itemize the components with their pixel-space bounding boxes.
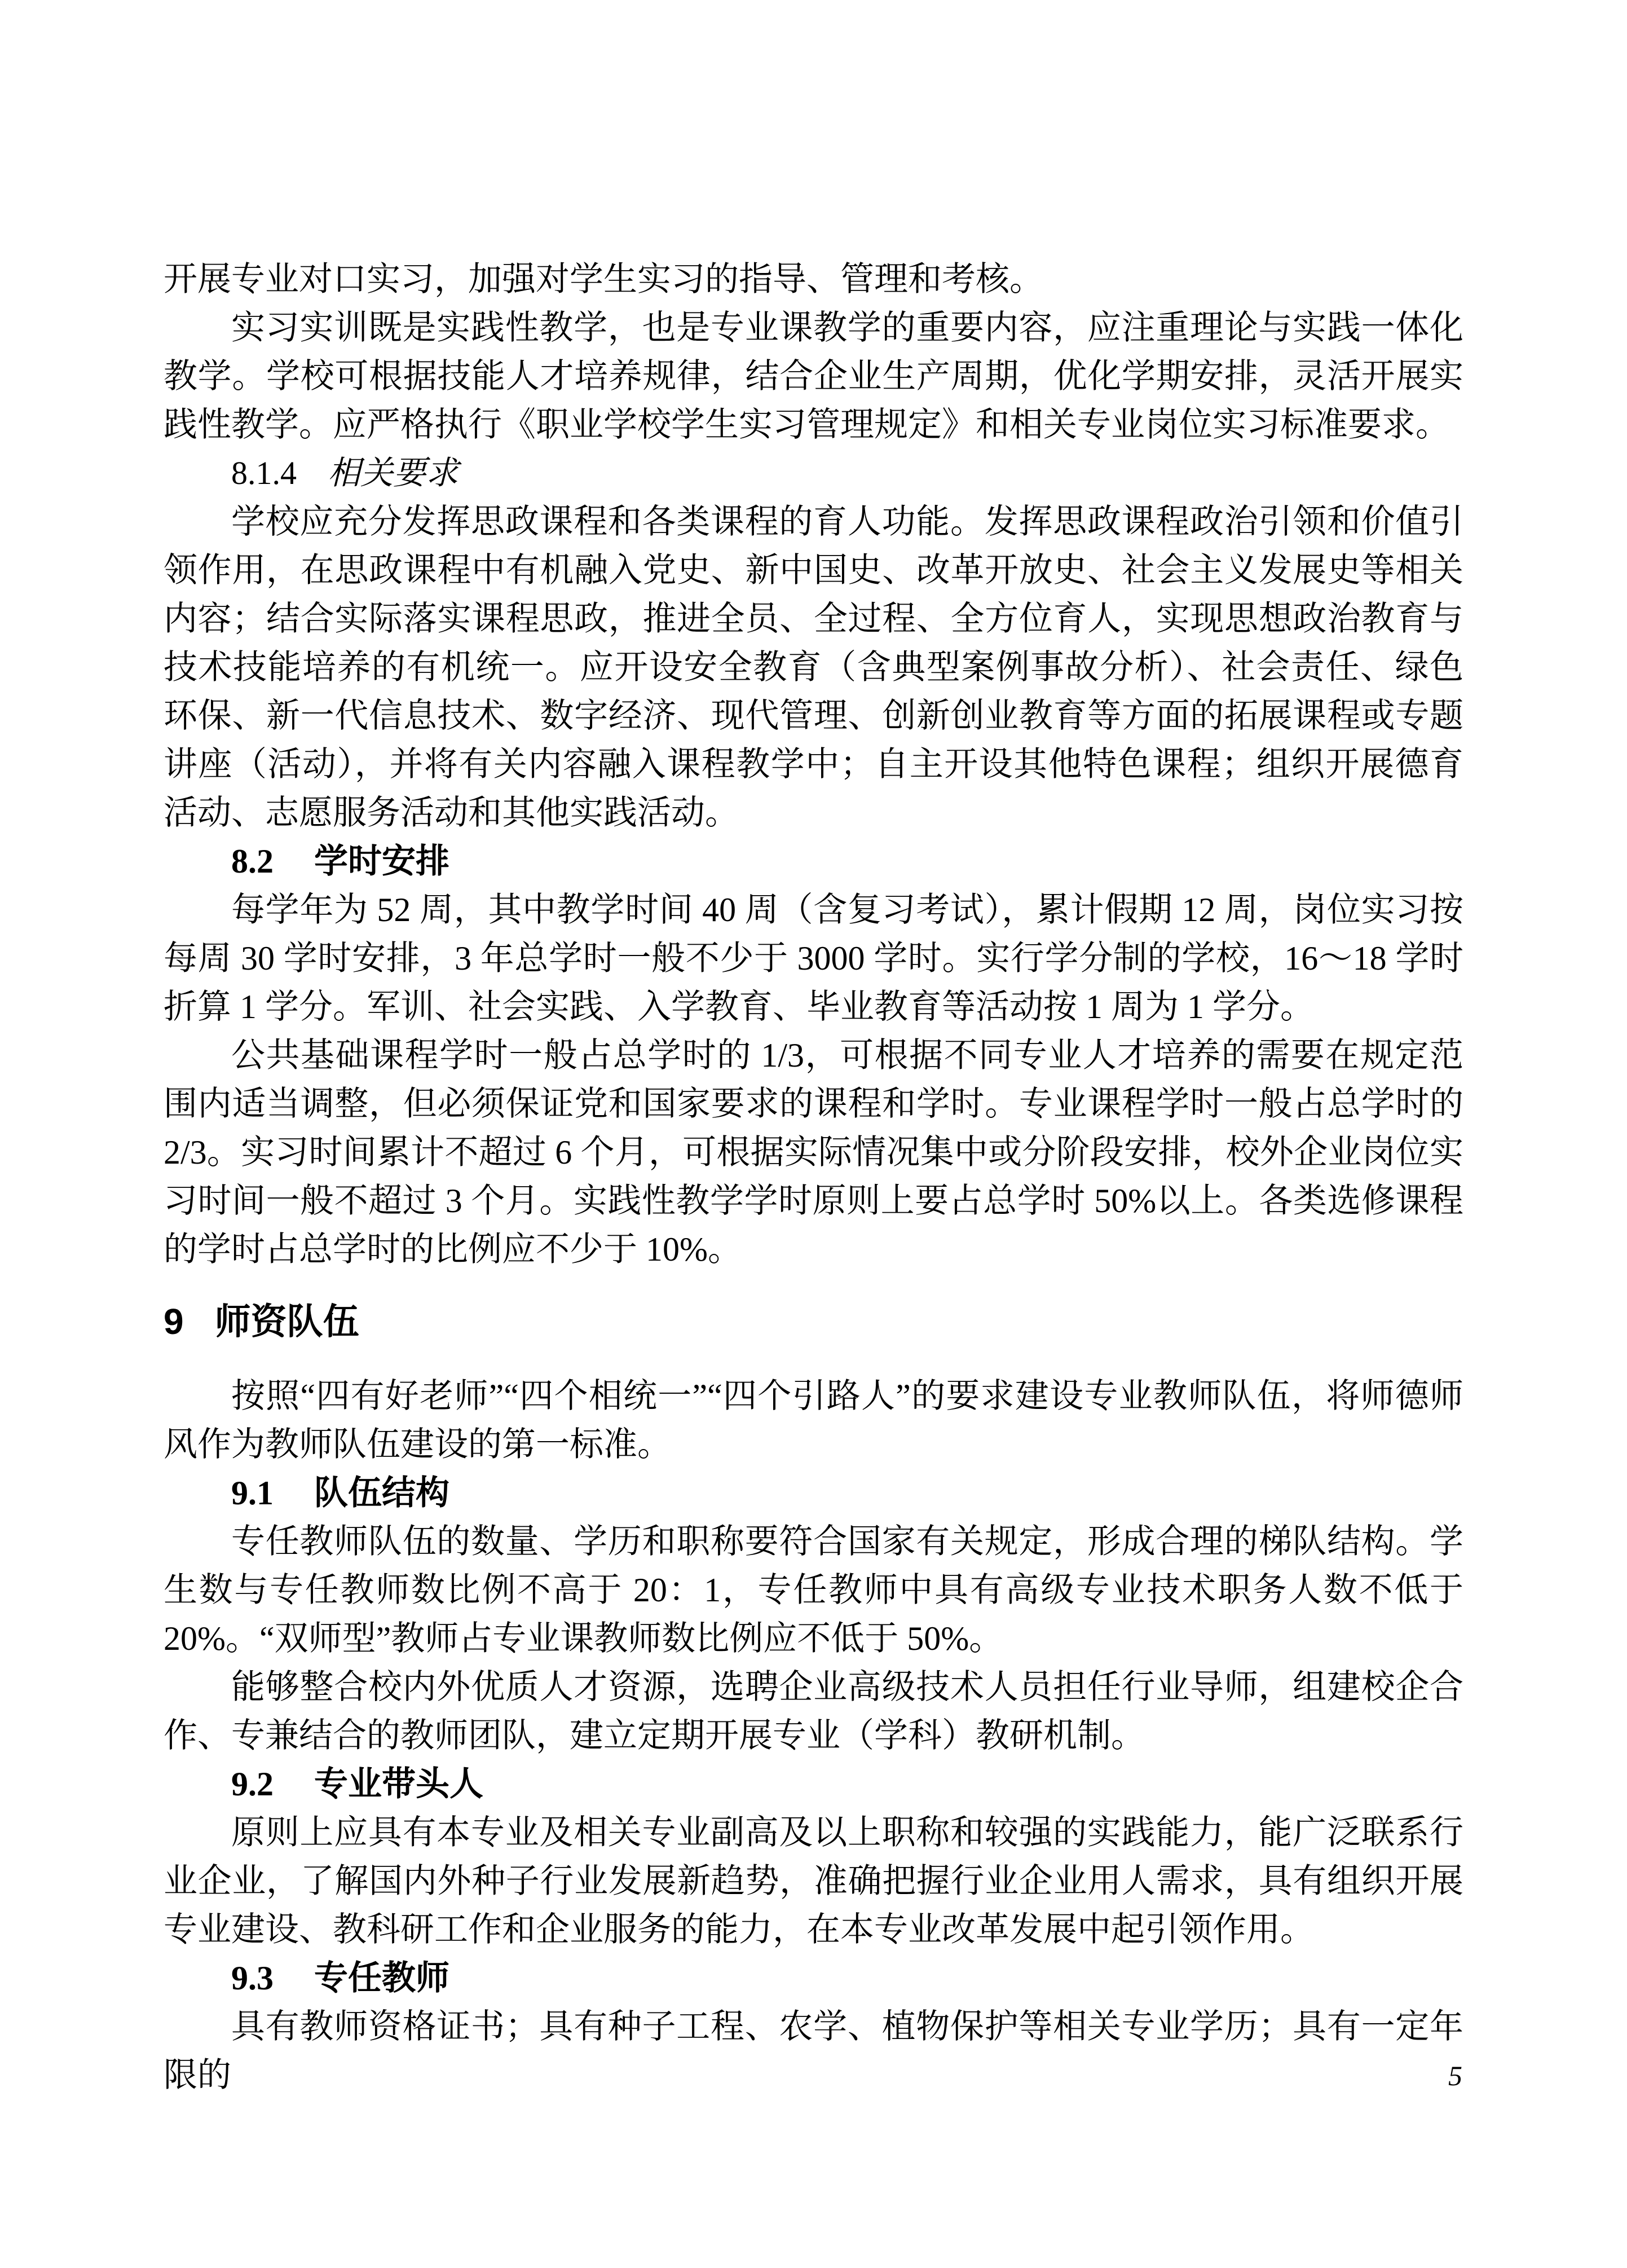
paragraph-team-structure: 专任教师队伍的数量、学历和职称要符合国家有关规定，形成合理的梯队结构。学生数与专任教师数比例不高于 20：1，专任教师中具有高级专业技术职务人数不低于 20%。“双师型”教师占专业课教师数比例应不低于 50%。 bbox=[164, 1523, 1463, 1657]
heading-8-1-4 bbox=[164, 449, 1463, 497]
heading-title: 相关要求 bbox=[328, 455, 459, 491]
heading-9-3 bbox=[164, 1954, 1463, 2002]
heading-number: 9 bbox=[164, 1301, 184, 1342]
heading-number: 9.3 bbox=[231, 1959, 274, 1997]
heading-9-1 bbox=[164, 1469, 1463, 1517]
paragraph-course-hour-ratios: 公共基础课程学时一般占总学时的 1/3，可根据不同专业人才培养的需要在规定范围内适当调整，但必须保证党和国家要求的课程和学时。专业课程学时一般占总学时的 2/3。实习时间累计不超过 6 个月，可根据实际情况集中或分阶段安排，校外企业岗位实习时间一般不超过 3 个月。实践性教学学时原则上要占总学时 50%以上。各类选修课程的学时占总学时的比例应不少于 10%。 bbox=[164, 1037, 1463, 1268]
paragraph-teacher-team-standard: 按照“四有好老师”“四个相统一”“四个引路人”的要求建设专业教师队伍，将师德师风作为教师队伍建设的第一标准。 bbox=[164, 1377, 1463, 1463]
document-body bbox=[164, 255, 1463, 2099]
paragraph-continuation: 开展专业对口实习，加强对学生实习的指导、管理和考核。 bbox=[164, 261, 1043, 298]
heading-title: 学时安排 bbox=[314, 843, 449, 880]
paragraph-related-requirements: 学校应充分发挥思政课程和各类课程的育人功能。发挥思政课程政治引领和价值引领作用，在思政课程中有机融入党史、新中国史、改革开放史、社会主义发展史等相关内容；结合实际落实课程思政，推进全员、全过程、全方位育人，实现思想政治教育与技术技能培养的有机统一。应开设安全教育（含典型案例事故分析）、社会责任、绿色环保、新一代信息技术、数字经济、现代管理、创新创业教育等方面的拓展课程或专题讲座（活动），并将有关内容融入课程教学中；自主开设其他特色课程；组织开展德育活动、志愿服务活动和其他实践活动。 bbox=[164, 503, 1463, 831]
heading-title: 专任教师 bbox=[314, 1959, 449, 1997]
paragraph-school-year-hours: 每学年为 52 周，其中教学时间 40 周（含复习考试），累计假期 12 周，岗位实习按每周 30 学时安排，3 年总学时一般不少于 3000 学时。实行学分制的学校，16～18 学时折算 1 学分。军训、社会实践、入学教育、毕业教育等活动按 1 周为 1 学分。 bbox=[164, 891, 1463, 1025]
heading-title: 队伍结构 bbox=[314, 1474, 449, 1512]
heading-title: 师资队伍 bbox=[214, 1301, 359, 1342]
heading-number: 9.1 bbox=[231, 1474, 274, 1512]
heading-9-2 bbox=[164, 1760, 1463, 1808]
paragraph-fulltime-teachers: 具有教师资格证书；具有种子工程、农学、植物保护等相关专业学历；具有一定年限的 bbox=[164, 2008, 1463, 2094]
heading-number: 8.1.4 bbox=[231, 455, 297, 491]
paragraph-talent-integration: 能够整合校内外优质人才资源，选聘企业高级技术人员担任行业导师，组建校企合作、专兼结合的教师团队，建立定期开展专业（学科）教研机制。 bbox=[164, 1668, 1463, 1754]
heading-number: 9.2 bbox=[231, 1765, 274, 1803]
heading-number: 8.2 bbox=[231, 843, 274, 880]
heading-8-2 bbox=[164, 837, 1463, 886]
heading-title: 专业带头人 bbox=[314, 1765, 483, 1803]
heading-9 bbox=[164, 1296, 1463, 1347]
paragraph-internship-training: 实习实训既是实践性教学，也是专业课教学的重要内容，应注重理论与实践一体化教学。学校可根据技能人才培养规律，结合企业生产周期，优化学期安排，灵活开展实践性教学。应严格执行《职业学校学生实习管理规定》和相关专业岗位实习标准要求。 bbox=[164, 309, 1463, 443]
page-number: 5 bbox=[1448, 2060, 1462, 2091]
paragraph-program-leader: 原则上应具有本专业及相关专业副高及以上职称和较强的实践能力，能广泛联系行业企业，了解国内外种子行业发展新趋势，准确把握行业企业用人需求，具有组织开展专业建设、教科研工作和企业服务的能力，在本专业改革发展中起引领作用。 bbox=[164, 1814, 1463, 1948]
